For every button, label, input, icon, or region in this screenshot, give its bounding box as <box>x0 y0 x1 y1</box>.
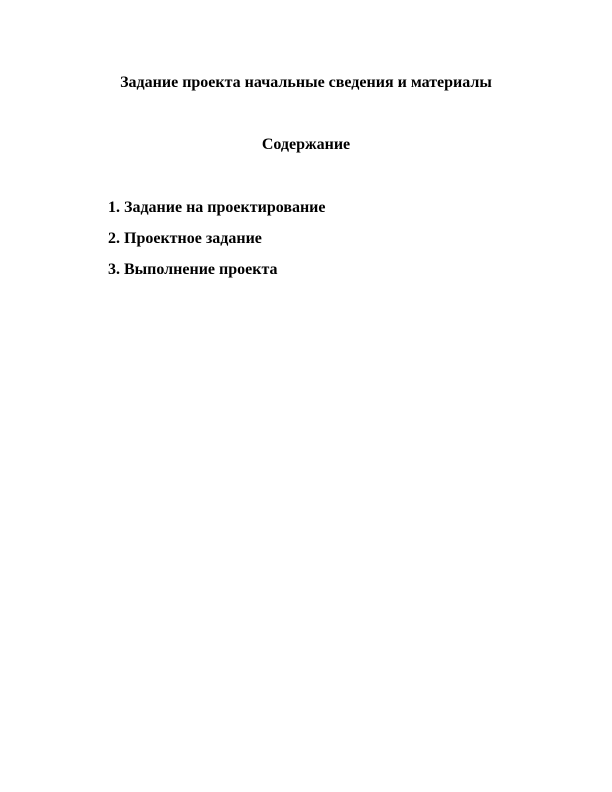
table-of-contents <box>108 198 326 291</box>
toc-item: 2. Проектное задание <box>108 230 262 247</box>
document-title: Задание проекта начальные сведения и материалы <box>120 74 492 91</box>
toc-heading: Содержание <box>261 136 351 153</box>
toc-item: 1. Задание на проектирование <box>108 199 326 216</box>
toc-item: 3. Выполнение проекта <box>108 261 278 278</box>
